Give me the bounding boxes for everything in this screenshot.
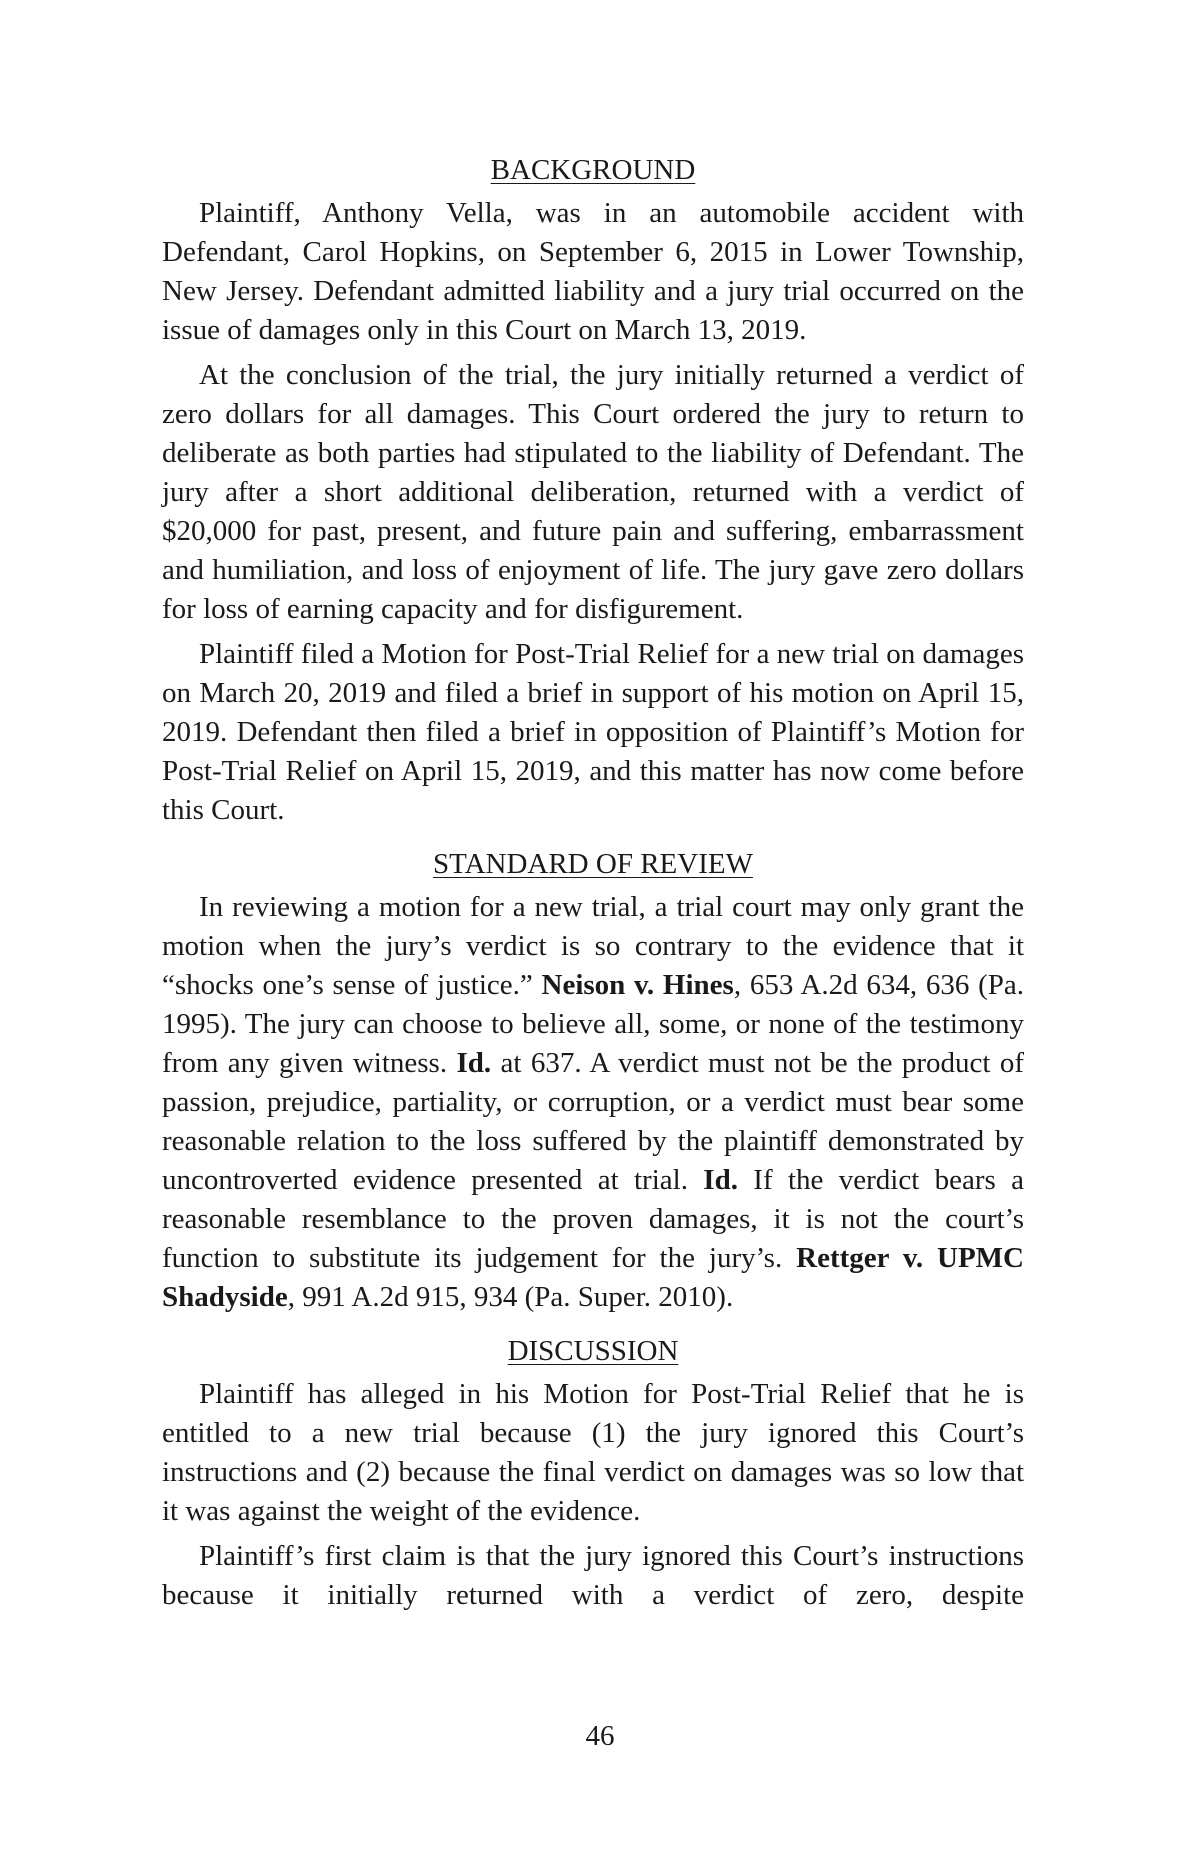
text-run: , 653 A.2d 634, 636 (Pa. 1995). The jury can choose to believe all, some, or none of the testimony from any given witness.	[162, 969, 1025, 1079]
case-citation: Id.	[456, 1047, 492, 1079]
case-citation: Neison v. Hines	[541, 969, 734, 1001]
page-number: 46	[585, 1720, 615, 1752]
text-run: at 637. A verdict must not be the product of passion, prejudice, partiality, or corruption, or a verdict must bear some reasonable relation to the loss suffered by the plaintiff demonstrated by uncontroverted evidence presented at trial.	[162, 1047, 1024, 1196]
text-run: If the verdict bears a reasonable resemblance to the proven damages, it is not the court’s function to substitute its judgement for the jury’s.	[162, 1164, 1024, 1274]
case-citation: Id.	[703, 1164, 738, 1196]
background-paragraph-1: Plaintiff, Anthony Vella, was in an automobile accident with Defendant, Carol Hopkins, on September 6, 2015 in Lower Township, New Jersey. Defendant admitted liability and a jury trial occurred on the issue of damages only in this Court on March 13, 2019.	[162, 197, 1024, 346]
document-page	[162, 152, 1024, 1621]
discussion-paragraph-2: Plaintiff’s first claim is that the jury ignored this Court’s instructions because it initially returned with a verdict of zero, despite	[162, 1540, 1024, 1611]
background-paragraph-2: At the conclusion of the trial, the jury initially returned a verdict of zero dollars for all damages. This Court ordered the jury to return to deliberate as both parties had stipulated to the liability of Defendant. The jury after a short additional deliberation, returned with a verdict of $20,000 for past, present, and future pain and suffering, embarrassment and humiliation, and loss of enjoyment of life. The jury gave zero dollars for loss of earning capacity and for disfigurement.	[162, 359, 1024, 625]
background-heading: BACKGROUND	[490, 154, 696, 186]
text-run: , 991 A.2d 915, 934 (Pa. Super. 2010).	[287, 1281, 734, 1313]
standard-of-review-heading: STANDARD OF REVIEW	[433, 848, 753, 880]
standard-of-review-paragraph	[162, 888, 1024, 1317]
discussion-paragraph-1: Plaintiff has alleged in his Motion for Post-Trial Relief that he is entitled to a new trial because (1) the jury ignored this Court’s instructions and (2) because the final verdict on damages was so low that it was against the weight of the evidence.	[162, 1378, 1024, 1527]
background-paragraph-3: Plaintiff filed a Motion for Post-Trial Relief for a new trial on damages on March 20, 2019 and filed a brief in support of his motion on April 15, 2019. Defendant then filed a brief in opposition of Plaintiff’s Motion for Post-Trial Relief on April 15, 2019, and this matter has now come before this Court.	[162, 638, 1024, 826]
case-citation: Rettger v. UPMC Shadyside	[162, 1242, 1024, 1313]
text-run: In reviewing a motion for a new trial, a trial court may only grant the motion when the jury’s verdict is so contrary to the evidence that it “shocks one’s sense of justice.”	[162, 891, 1024, 1001]
discussion-heading: DISCUSSION	[507, 1335, 679, 1367]
